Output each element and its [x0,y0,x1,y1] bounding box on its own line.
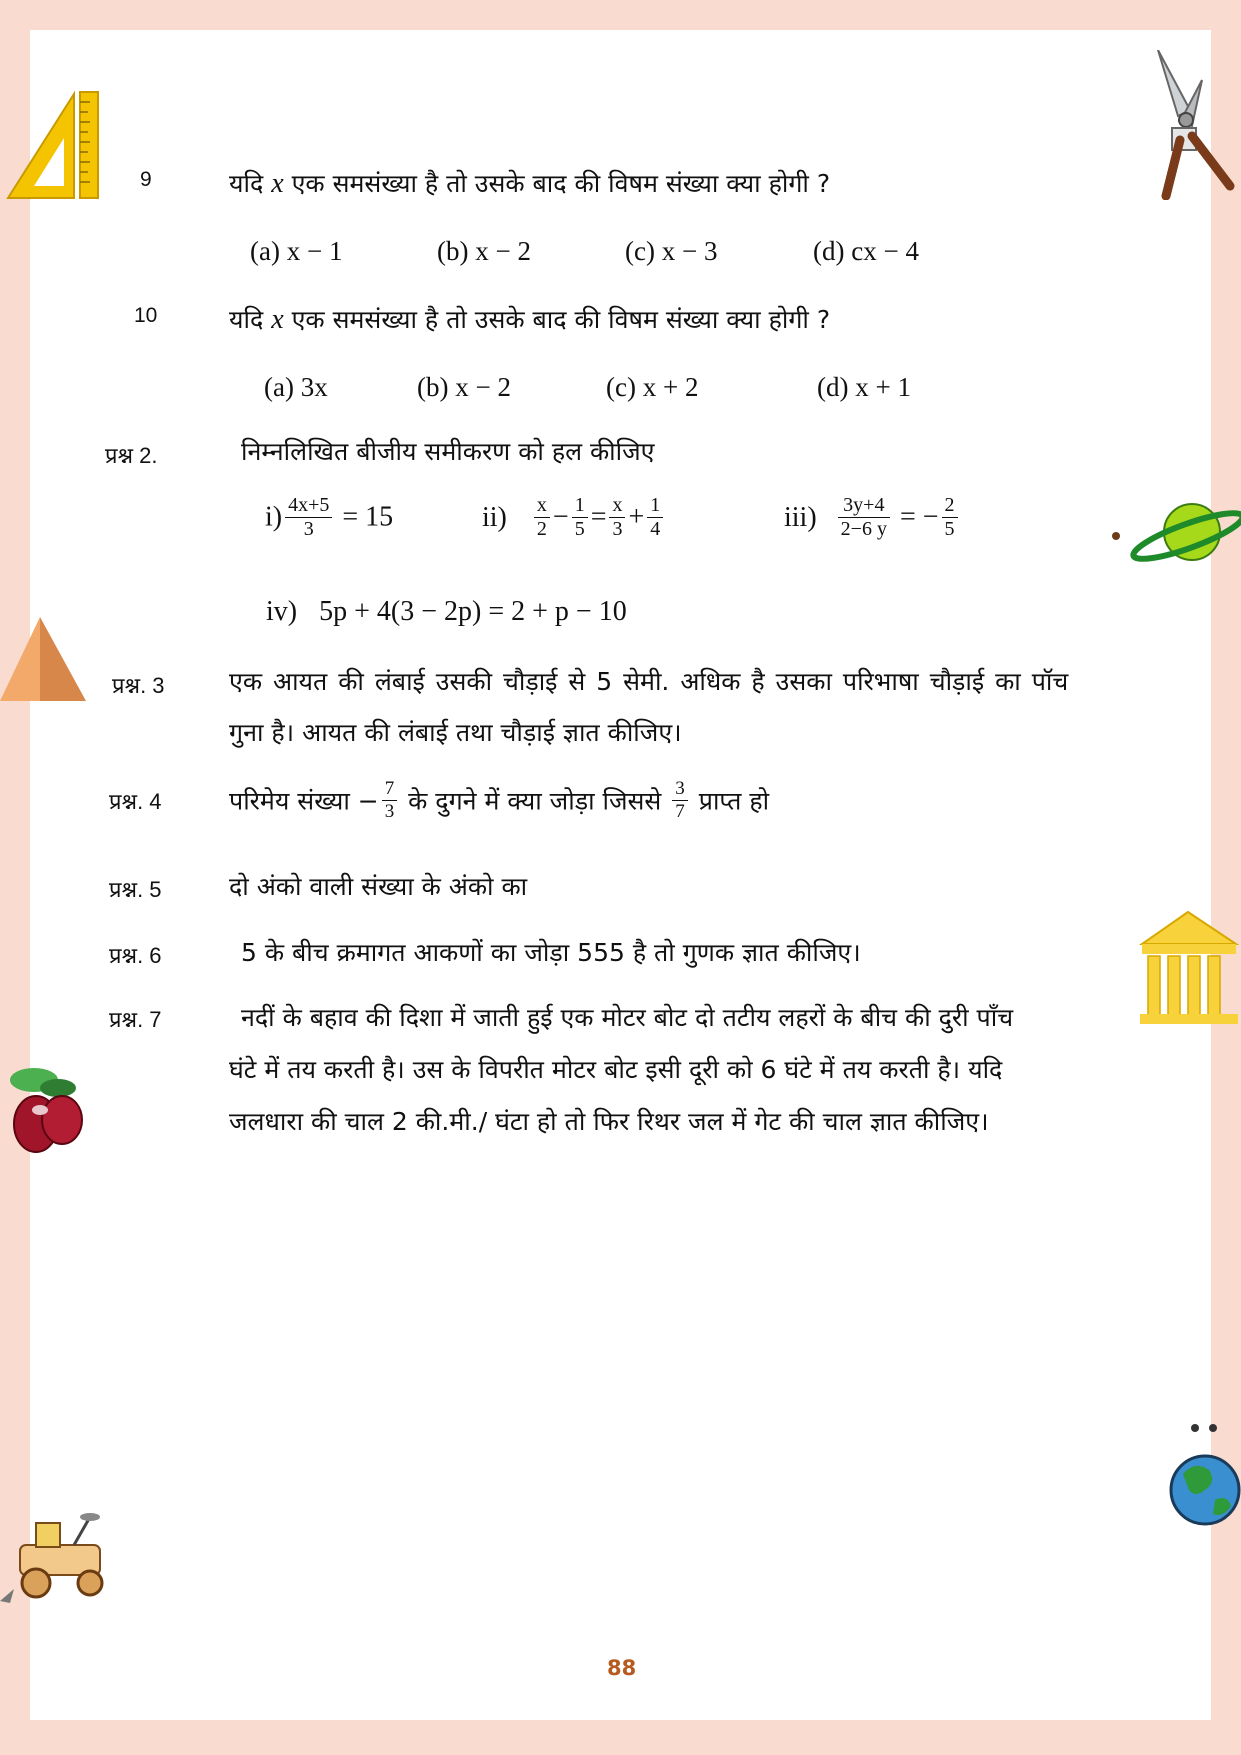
p4-fraction-2 [672,778,688,823]
q10-prefix: यदि [229,305,264,334]
eq1-numerator: 4x+5 [285,494,332,518]
p2-text: निम्नलिखित बीजीय समीकरण को हल कीजिए [241,437,655,466]
globe-earth-icon [1165,1420,1241,1530]
eq1-label: i) [265,501,283,533]
eq2-f2-den: 5 [574,518,585,540]
page [30,30,1211,1720]
q9-number: 9 [140,168,152,191]
pruning-shears-icon [1150,50,1240,200]
q10-option-b: (b) x − 2 [417,372,511,402]
eq1-denominator: 3 [303,518,314,540]
eq3-label: iii) [784,501,817,533]
p3-label: प्रश्न. 3 [112,673,165,698]
eq2-op1: − [552,501,569,533]
cart-machine-icon [0,1505,126,1603]
eq1-fraction [285,494,332,541]
q9-prefix: यदि [229,169,264,198]
p4-text [229,778,769,823]
eq3-denominator: 2−6 y [840,518,887,540]
q9-option-c: (c) x − 3 [625,236,718,266]
eq2-f1-num: x [534,494,550,518]
eq2-op3: + [628,501,645,533]
eq3-numerator: 3y+4 [838,494,890,518]
q10-variable: x [271,304,284,335]
p2-equation-3 [784,494,961,541]
p4-label: प्रश्न. 4 [109,789,162,814]
eq2-fraction-1 [534,494,550,541]
p5-label: प्रश्न. 5 [109,877,162,902]
q9-option-a: (a) x − 1 [250,236,343,266]
p2-equation-4 [266,596,627,628]
p4-text-3: प्राप्त हो [698,786,770,816]
eq4-label: iv) [266,596,298,627]
p7-label: प्रश्न. 7 [109,1007,162,1032]
eq2-f4-den: 4 [650,518,661,540]
beans-icon [0,1060,90,1170]
p7-line-2: घंटे में तय करती है। उस के विपरीत मोटर बोट इसी दूरी को 6 घंटे में तय करती है। यदि [229,1055,1003,1084]
q9-variable: x [271,168,284,199]
eq2-f4-num: 1 [647,494,663,518]
eq2-f3-num: x [609,494,625,518]
p4-f1-den: 3 [384,800,395,822]
p2-label: प्रश्न 2. [105,443,158,468]
p4-f1-num: 7 [382,778,398,801]
temple-pillars-icon [1138,910,1241,1028]
eq3-f-den: 5 [944,518,955,540]
q9-suffix: एक समसंख्या है तो उसके बाद की विषम संख्या क्या होगी ? [291,169,831,198]
p4-text-1: परिमेय संख्या − [229,786,379,816]
p4-f2-num: 3 [672,778,688,801]
saturn-planet-icon [1108,500,1241,570]
q9-option-d: (d) cx − 4 [813,236,919,266]
p4-f2-den: 7 [675,800,685,822]
q10-option-c: (c) x + 2 [606,372,699,402]
eq2-f2-num: 1 [572,494,588,518]
eq1-rhs: = 15 [342,501,394,533]
p3-line-2: गुना है। आयत की लंबाई तथा चौड़ाई ज्ञात कीजिए। [229,718,682,747]
p6-text: 5 के बीच क्रमागत आकणों का जोड़ा 555 है तो गुणक ज्ञात कीजिए। [241,938,861,967]
eq2-op2: = [590,501,607,533]
p7-line-1: नदीं के बहाव की दिशा में जाती हुई एक मोटर बोट दो तटीय लहरों के बीच की दुरी पाँच [241,1003,1014,1032]
p2-equation-1 [265,494,393,541]
eq3-op: = − [899,501,939,533]
p7-line-3: जलधारा की चाल 2 की.मी./ घंटा हो तो फिर रिथर जल में गेट की चाल ज्ञात कीजिए। [229,1107,989,1136]
eq2-f1-den: 2 [536,518,547,540]
set-square-ruler-icon [4,88,102,202]
q10-option-d: (d) x + 1 [817,372,911,402]
q10-number: 10 [134,304,158,327]
eq2-label: ii) [482,501,507,533]
p6-label: प्रश्न. 6 [109,943,162,968]
p3-line-1: एक आयत की लंबाई उसकी चौड़ाई से 5 सेमी. अधिक है उसका परिभाषा चौड़ाई का पॉच [229,667,1069,696]
eq3-f-num: 2 [942,494,958,518]
q10-suffix: एक समसंख्या है तो उसके बाद की विषम संख्या क्या होगी ? [291,305,831,334]
eq2-fraction-2 [572,494,588,541]
eq3-fraction [838,494,890,541]
eq2-fraction-3 [609,494,625,541]
eq3-fraction-2 [942,494,958,541]
q9-question-text [229,166,830,200]
eq2-f3-den: 3 [612,518,623,540]
q10-question-text [229,302,830,336]
p4-fraction-1 [382,778,398,823]
eq4-expression: 5p + 4(3 − 2p) = 2 + p − 10 [319,596,627,627]
p2-equation-2 [482,494,666,541]
p4-text-2: के दुगने में क्या जोड़ा जिससे [408,786,662,816]
pyramid-icon [0,615,88,705]
eq2-fraction-4 [647,494,663,541]
p5-text: दो अंको वाली संख्या के अंको का [229,872,528,901]
q9-option-b: (b) x − 2 [437,236,531,266]
q10-option-a: (a) 3x [264,372,328,402]
page-number: 88 [607,1656,637,1680]
